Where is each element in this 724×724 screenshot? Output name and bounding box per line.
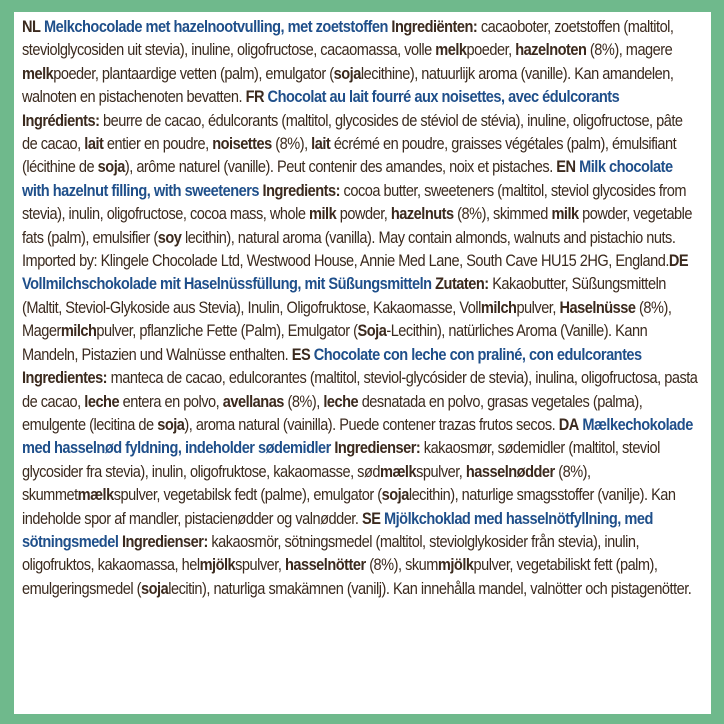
allergen-nl: melk [22,64,54,83]
ingredient-text-se: kakaosmör, sötningsmedel (maltitol, steviolglykosider från stevia), inulin, oligofruktos, kakaomassa, hel [22,532,640,575]
allergen-de: Haselnüsse [559,298,636,317]
allergen-es: soja [157,415,185,434]
ingredient-text-da: spulver, vegetabilsk fedt (palme), emulgator ( [113,486,382,505]
allergen-fr: noisettes [212,135,272,154]
ingredient-text-da: kakaosmør, sødemidler (maltitol, steviol glycosider fra stevia), inulin, oligofruktose, kakaomasse, sød [22,439,660,481]
ingredient-text-es: manteca de cacao, edulcorantes (maltitol, steviol-glycósider de stevia), inulina, oligofructosa, pasta de cacao, [22,369,698,411]
allergen-da: soja [381,486,409,505]
ingredients-heading-fr: Ingrédients: [22,111,100,130]
ingredients-heading-da: Ingredienser: [334,439,421,458]
allergen-nl: hazelnoten [515,41,587,60]
ingredient-text-fr: (8%), [271,135,312,154]
ingredient-text-de: Kakaobutter, Süßungsmitteln (Maltit, Steviol-Glykoside aus Stevia), Inulin, Oligofruktose, Kakaomasse, Voll [22,275,666,317]
lang-code-de: DE [668,252,689,271]
ingredient-text-de: (8%), Mager [22,298,672,341]
allergen-es: leche [323,392,359,411]
allergen-nl: melk [435,41,467,60]
product-title-en: Milk chocolate with hazelnut filling, with sweeteners [22,158,673,200]
allergen-fr: lait [84,135,104,154]
ingredients-heading-se: Ingredienser: [121,532,208,551]
ingredients-heading-es: Ingredientes: [22,369,108,388]
ingredient-text-se: pulver, vegetabiliskt fett (palm), emulgeringsmedel ( [22,556,658,598]
ingredient-text-en: powder, [336,205,391,224]
allergen-da: mælk [77,486,114,505]
allergen-fr: soja [97,158,125,177]
ingredient-text-es: desnatada en polvo, grasas vegetales (palma), emulgente (lecitina de [22,392,643,434]
allergen-en: milk [309,205,337,224]
allergen-en: soy [157,228,182,247]
product-title-fr: Chocolat au lait fourré aux noisettes, avec édulcorants [267,88,620,107]
allergen-da: hasselnødder [465,462,555,481]
allergen-fr: lait [311,135,331,154]
ingredients-label-panel [14,12,711,714]
ingredient-text-fr: entier en poudre, [103,135,213,154]
ingredient-text-en: cocoa butter, sweeteners (maltitol, steviol glycosides from stevia), inulin, oligofructose, cocoa mass, whole [22,181,687,224]
ingredient-text-fr: beurre de cacao, édulcorants (maltitol, glycosides de stéviol de stévia), inuline, oligofructose, pâte de cacao, [22,111,683,154]
ingredient-text-nl: lecithine), natuurlijk aroma (vanille). Kan amandelen, walnoten en pistachenoten bevatten. [22,64,674,107]
allergen-se: soja [141,579,169,598]
ingredients-text-block [22,16,699,601]
ingredient-text-fr: écrémé en poudre, graisses végétales (palm), émulsifiant (lécithine de [22,135,677,177]
allergen-de: milch [60,322,97,341]
lang-code-en: EN [556,158,576,177]
lang-code-fr: FR [245,88,265,107]
allergen-da: mælk [379,462,417,481]
ingredient-text-en: lecithin), natural aroma (vanilla). May contain almonds, walnuts and pistachio nuts. Imported by: Klingele Chocolade Ltd, Westwood House, Annie Med Lane, South Cave HU15 2HG, England. [22,228,676,271]
allergen-de: milch [480,298,517,317]
allergen-se: mjölk [199,556,236,575]
lang-code-se: SE [361,509,381,528]
ingredient-text-de: pulver, pflanzliche Fette (Palm), Emulgator ( [96,322,358,341]
allergen-nl: soja [333,64,361,83]
product-title-da: Mælkechokolade med hasselnød fyldning, indeholder sødemidler [22,415,693,458]
ingredient-text-nl: (8%), magere [586,41,673,60]
ingredient-text-se: spulver, [235,556,285,575]
allergen-se: hasselnötter [284,556,366,575]
ingredient-text-es: (8%), [283,392,324,411]
ingredients-heading-nl: Ingrediënten: [391,18,478,36]
allergen-es: leche [84,392,120,411]
ingredient-text-fr: ), arôme naturel (vanille). Peut contenir des amandes, noix et pistaches. [124,158,557,177]
ingredient-text-da: (8%), skummet [22,462,591,505]
ingredient-text-en: (8%), skimmed [453,205,552,224]
ingredient-text-se: (8%), skum [365,556,438,575]
allergen-de: Soja [357,322,387,341]
ingredients-heading-en: Ingredients: [262,181,340,200]
product-title-se: Mjölkchoklad med hasselnötfyllning, med sötningsmedel [22,509,653,551]
ingredient-text-de: pulver, [516,298,560,317]
ingredient-text-da: lecithin), naturlige smagsstoffer (vanilje). Kan indeholde spor af mandler, pistacienødder og valnødder. [22,486,676,528]
product-title-es: Chocolate con leche con praliné, con edulcorantes [313,345,642,364]
lang-code-es: ES [291,345,311,364]
allergen-es: avellanas [222,392,284,411]
ingredient-text-nl: cacaoboter, zoetstoffen (maltitol, steviolglycosiden uit stevia), inuline, oligofructose, cacaomassa, volle [22,18,674,60]
allergen-se: mjölk [437,556,474,575]
allergen-en: hazelnuts [390,205,454,224]
ingredient-text-se: lecitin), naturliga smakämnen (vanilj). Kan innehålla mandel, valnötter och pistagenötter. [168,579,692,598]
ingredient-text-en: powder, vegetable fats (palm), emulsifier ( [22,205,693,247]
product-title-nl: Melkchocolade met hazelnootvulling, met zoetstoffen [43,18,388,36]
allergen-en: milk [551,205,579,224]
lang-code-da: DA [558,415,579,434]
ingredient-text-es: entera en polvo, [119,392,223,411]
ingredients-heading-de: Zutaten: [435,275,489,294]
ingredient-text-es: ), aroma natural (vainilla). Puede contener trazas frutos secos. [184,415,559,434]
lang-code-nl: NL [22,18,41,36]
ingredient-text-nl: poeder, [466,41,516,60]
ingredient-text-da: spulver, [416,462,466,481]
ingredient-text-de: -Lecithin), natürliches Aroma (Vanille). Kann Mandeln, Pistazien und Walnüsse enthalten. [22,322,648,364]
product-title-de: Vollmilchschokolade mit Haselnüssfüllung, mit Süßungsmitteln [22,275,432,294]
ingredient-text-nl: poeder, plantaardige vetten (palm), emulgator ( [53,64,334,83]
